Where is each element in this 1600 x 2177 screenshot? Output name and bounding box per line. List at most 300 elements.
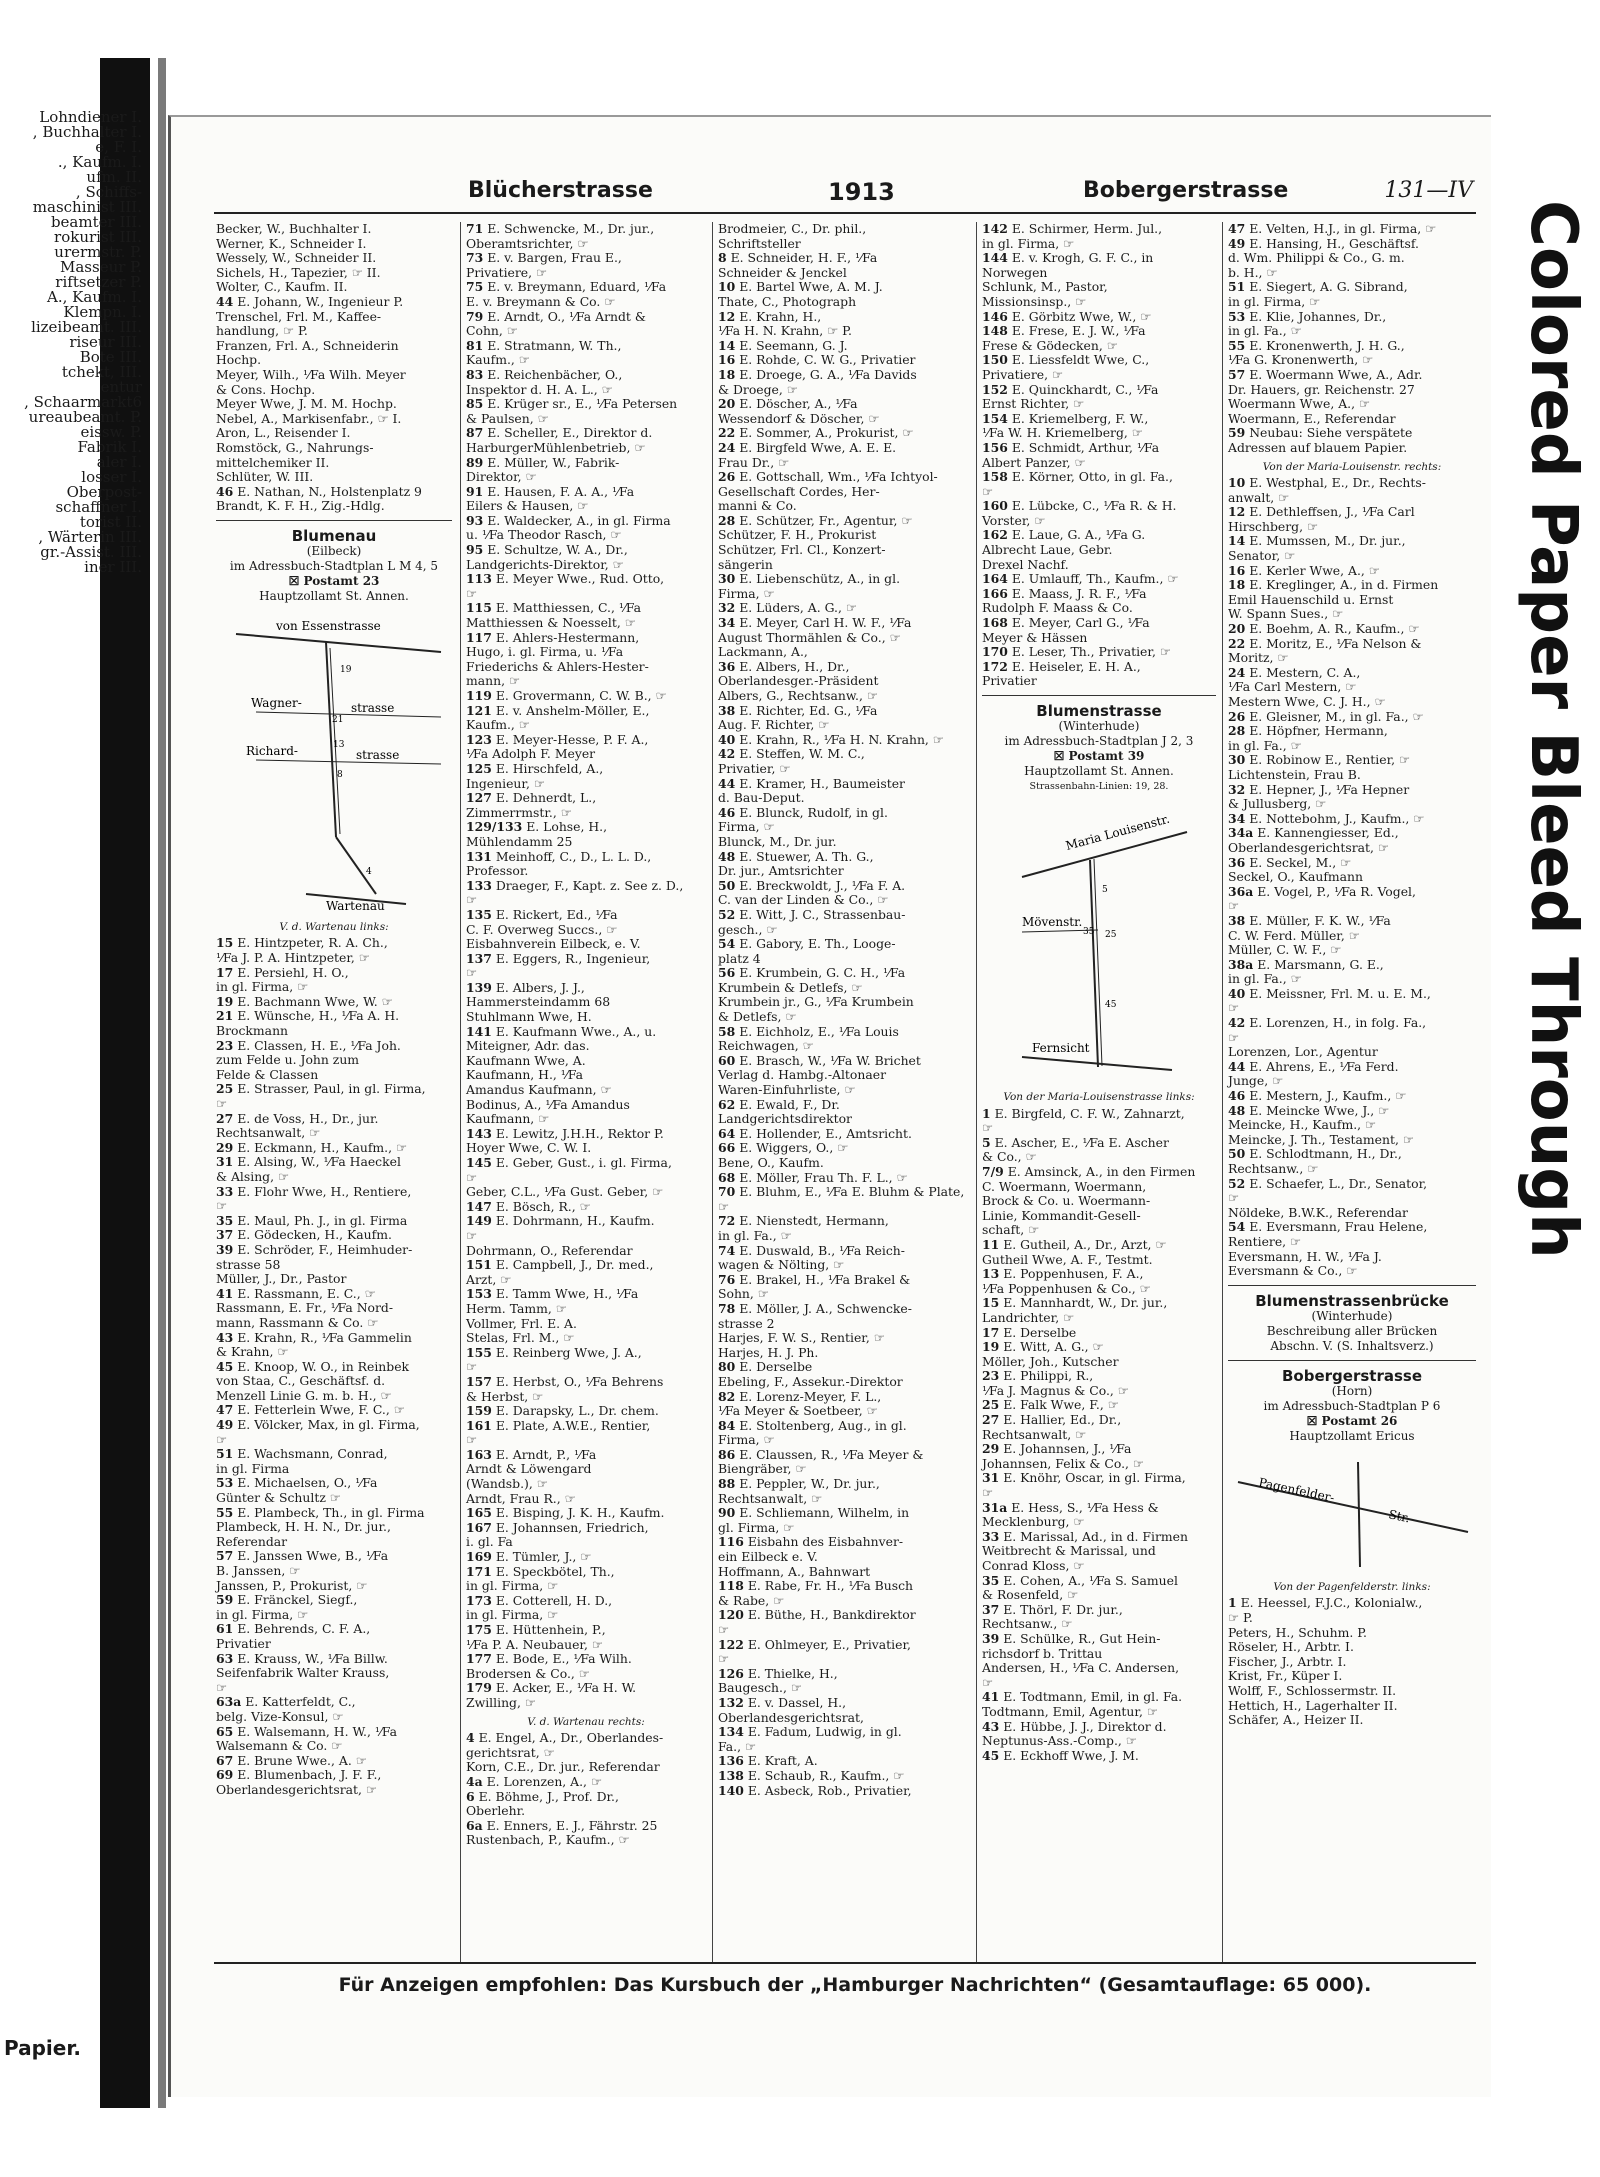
- directory-entry: [982, 1501, 1216, 1516]
- house-number: 179: [466, 1680, 492, 1696]
- directory-entry: [216, 266, 452, 281]
- house-number: 164: [982, 571, 1008, 587]
- entry-text: Günter & Schultz ☞: [216, 1490, 341, 1506]
- directory-entry: [1228, 1089, 1476, 1104]
- directory-entry: [466, 616, 706, 631]
- directory-entry: [718, 485, 970, 500]
- directory-entry: [466, 266, 706, 281]
- entry-text: E. Seckel, M., ☞: [1249, 854, 1352, 870]
- directory-entry: [1228, 768, 1476, 783]
- left-page-line: riseur III.: [69, 333, 142, 351]
- directory-entry: [466, 1565, 706, 1580]
- directory-entry: [982, 397, 1216, 412]
- entry-text: E. Ewald, F., Dr.: [739, 1096, 840, 1112]
- map-svg: [982, 802, 1216, 1082]
- entry-text: HarburgerMühlenbetrieb, ☞: [466, 439, 646, 455]
- directory-entry: [216, 1243, 452, 1258]
- entry-text: E. Breckwoldt, J., ⅟Fa F. A.: [739, 877, 906, 893]
- left-page-line: , Schaarmarkt6: [24, 393, 142, 411]
- section-postamt: ☒ Postamt 23: [288, 573, 380, 588]
- entry-text: ⅟Fa W. H. Kriemelberg, ☞: [982, 425, 1143, 441]
- house-number: 129/133: [466, 819, 523, 835]
- directory-entry: [466, 1375, 706, 1390]
- entry-text: E. Gottschall, Wm., ⅟Fa Ichtyol-: [739, 469, 938, 485]
- entry-text: Neubau: Siehe verspätete: [1249, 425, 1413, 441]
- entry-text: Thate, C., Photograph: [718, 293, 857, 309]
- house-number: 86: [718, 1446, 736, 1462]
- house-number: 24: [1228, 664, 1246, 680]
- entry-text: sängerin: [718, 556, 773, 572]
- directory-entry: [466, 441, 706, 456]
- house-number: 46: [718, 804, 736, 820]
- directory-entry: [1228, 295, 1476, 310]
- column-1: [216, 222, 452, 1962]
- directory-entry: [466, 1390, 706, 1405]
- entry-text: Oberlandesgerichtsrat,: [718, 1709, 864, 1725]
- entry-text: E. Meyer-Hesse, P. F. A.,: [495, 731, 649, 747]
- entry-text: Korn, C.E., Dr. jur., Referendar: [466, 1759, 660, 1775]
- entry-text: Cohn, ☞: [466, 323, 518, 339]
- entry-text: E. Klie, Johannes, Dr.,: [1249, 308, 1387, 324]
- entry-text: ☞: [1228, 1190, 1240, 1206]
- house-number: 44: [1228, 1058, 1246, 1074]
- subsection-label: V. d. Wartenau rechts:: [527, 1715, 645, 1728]
- entry-text: E. Woermann Wwe, A., Adr.: [1249, 366, 1423, 382]
- directory-entry: [1228, 520, 1476, 535]
- directory-entry: [466, 558, 706, 573]
- directory-entry: [216, 1622, 452, 1637]
- entry-text: Woermann, E., Referendar: [1228, 410, 1396, 426]
- entry-text: Eisbahn des Eisbahnver-: [747, 1534, 904, 1550]
- entry-text: E. Derselbe: [739, 1359, 813, 1375]
- directory-entry: [466, 339, 706, 354]
- house-number: 153: [466, 1286, 492, 1302]
- house-number: 50: [718, 877, 736, 893]
- house-number: 8: [718, 250, 727, 266]
- directory-entry: [982, 1661, 1216, 1676]
- section-postamt: ☒ Postamt 26: [1306, 1413, 1398, 1428]
- entry-text: E. Eckmann, H., Kaufm., ☞: [237, 1139, 408, 1155]
- directory-entry: [982, 1180, 1216, 1195]
- entry-text: Eversmann, H. W., ⅟Fa J.: [1228, 1248, 1382, 1264]
- directory-entry: [466, 1790, 706, 1805]
- entry-text: Lorenzen, Lor., Agentur: [1228, 1044, 1378, 1060]
- entry-text: E. Krahn, R., ⅟Fa H. N. Krahn, ☞: [739, 731, 944, 747]
- entry-text: E. Schultze, W. A., Dr.,: [487, 542, 628, 558]
- house-number: 44: [718, 775, 736, 791]
- entry-text: Hirschberg, ☞: [1228, 518, 1319, 534]
- directory-entry: [466, 820, 706, 835]
- entry-text: E. Speckbötel, Th.,: [495, 1563, 615, 1579]
- entry-text: E. Cotterell, H. D.,: [495, 1592, 613, 1608]
- directory-entry: [982, 1676, 1216, 1691]
- entries-list-2: [1228, 476, 1476, 1279]
- entries-bottom: [216, 936, 452, 1797]
- entry-text: Draeger, F., Kapt. z. See z. D.,: [495, 877, 684, 893]
- entry-text: Janssen, P., Prokurist, ☞: [216, 1577, 368, 1593]
- map-label-street: strasse: [351, 700, 395, 715]
- entry-text: E. Heiseler, E. H. A.,: [1011, 658, 1141, 674]
- directory-entry: [466, 251, 706, 266]
- entry-text: E. Maass, J. R. F., ⅟Fa: [1011, 585, 1147, 601]
- directory-entry: [718, 1302, 970, 1317]
- house-number: 49: [216, 1417, 234, 1433]
- directory-entry: [718, 689, 970, 704]
- house-number: 155: [466, 1344, 492, 1360]
- entry-text: E. Richter, Ed. G., ⅟Fa: [739, 702, 878, 718]
- entry-text: Rassmann, E. Fr., ⅟Fa Nord-: [216, 1300, 394, 1316]
- entry-text: Albrecht Laue, Gebr.: [982, 542, 1113, 558]
- entry-text: in gl. Firma, ☞: [216, 1606, 309, 1622]
- directory-entry: [216, 1739, 452, 1754]
- directory-entry: [466, 1127, 706, 1142]
- entry-text: Hochp.: [216, 352, 262, 368]
- directory-entry: [1228, 972, 1476, 987]
- directory-entry: [1228, 491, 1476, 506]
- entry-text: E. Kreglinger, A., in d. Firmen: [1249, 577, 1439, 593]
- house-number: 144: [982, 250, 1008, 266]
- directory-entry: [1228, 1191, 1476, 1206]
- entry-text: in gl. Firma, ☞: [216, 979, 309, 995]
- house-number: 177: [466, 1651, 492, 1667]
- house-number: 46: [216, 483, 234, 499]
- directory-entry: [466, 1083, 706, 1098]
- entry-text: C. van der Linden & Co., ☞: [718, 892, 889, 908]
- entry-text: strasse 2: [718, 1315, 775, 1331]
- directory-entry: [718, 1696, 970, 1711]
- directory-entry: [1228, 1133, 1476, 1148]
- entry-text: E. Nottebohm, J., Kaufm., ☞: [1249, 810, 1425, 826]
- house-number: 126: [718, 1665, 744, 1681]
- directory-entry: [1228, 1596, 1476, 1611]
- directory-entry: [718, 1068, 970, 1083]
- directory-entry: [466, 1141, 706, 1156]
- entry-text: W. Spann Sues., ☞: [1228, 606, 1344, 622]
- house-number: 25: [982, 1397, 1000, 1413]
- directory-entry: [982, 266, 1216, 281]
- house-number: 85: [466, 396, 484, 412]
- entry-text: Professor.: [466, 863, 529, 879]
- directory-entry: [982, 528, 1216, 543]
- entry-text: E. Darapsky, L., Dr. chem.: [495, 1403, 659, 1419]
- house-number: 29: [216, 1139, 234, 1155]
- entry-text: Schäfer, A., Heizer II.: [1228, 1712, 1364, 1728]
- entry-text: E. Albers, H., Dr.,: [739, 658, 850, 674]
- directory-entry: [216, 412, 452, 427]
- directory-entry: [466, 850, 706, 865]
- entry-text: Adressen auf blauem Papier.: [1228, 439, 1408, 455]
- entry-text: Meyer & Hässen: [982, 629, 1088, 645]
- directory-entry: [216, 1112, 452, 1127]
- directory-entry: [466, 1594, 706, 1609]
- entry-text: E. Kramer, H., Baumeister: [739, 775, 905, 791]
- directory-entry: [216, 1652, 452, 1667]
- map-label-street: Mövenstr.: [1022, 915, 1083, 929]
- entry-text: E. Knoop, W. O., in Reinbek: [237, 1358, 410, 1374]
- directory-entry: [1228, 593, 1476, 608]
- entry-text: Krumbein jr., G., ⅟Fa Krumbein: [718, 994, 914, 1010]
- entry-text: E. Tamm Wwe, H., ⅟Fa: [495, 1286, 639, 1302]
- house-number: 120: [718, 1607, 744, 1623]
- entry-text: ⅟Fa H. N. Krahn, ☞ P.: [718, 323, 852, 339]
- section-line: im Adressbuch-Stadtplan J 2, 3: [1004, 734, 1194, 748]
- directory-entry: [1228, 1684, 1476, 1699]
- house-number: 34a: [1228, 825, 1254, 841]
- entry-text: ☞: [466, 1227, 478, 1243]
- directory-entry: [718, 1711, 970, 1726]
- entry-text: Waren-Einfuhrliste, ☞: [718, 1082, 856, 1098]
- directory-entry: [982, 237, 1216, 252]
- directory-entry: [466, 485, 706, 500]
- entry-text: Herm. Tamm, ☞: [466, 1300, 567, 1316]
- directory-entry: [718, 1010, 970, 1025]
- left-page-line: torist II.: [79, 513, 142, 531]
- column-5: [1228, 222, 1476, 1962]
- house-number: 166: [982, 585, 1008, 601]
- entry-text: E. Schülke, R., Gut Hein-: [1003, 1630, 1161, 1646]
- directory-entry: [216, 1009, 452, 1024]
- house-number: 156: [982, 439, 1008, 455]
- directory-entry: [216, 1608, 452, 1623]
- column-rule: [460, 222, 461, 1962]
- house-number: 22: [1228, 635, 1246, 651]
- directory-entry: [718, 1462, 970, 1477]
- entry-text: Miteigner, Adr. das.: [466, 1038, 590, 1054]
- house-number: 88: [718, 1476, 736, 1492]
- directory-entry: [718, 1258, 970, 1273]
- column-4: [982, 222, 1216, 1962]
- entry-text: Mestern Wwe, C. J. H., ☞: [1228, 694, 1386, 709]
- directory-entry: [982, 251, 1216, 266]
- house-number: 55: [216, 1504, 234, 1520]
- house-number: 51: [216, 1446, 234, 1462]
- entries-list-2: [982, 1107, 1216, 1764]
- map-house-number: 35: [1083, 927, 1095, 937]
- left-page-line: Lohndiener I.: [39, 108, 142, 126]
- directory-entry: [982, 295, 1216, 310]
- entry-text: E. Wachsmann, Conrad,: [237, 1446, 388, 1462]
- directory-entry: [982, 1690, 1216, 1705]
- directory-entry: [718, 222, 970, 237]
- house-number: 131: [466, 848, 492, 864]
- section-postamt: ☒ Postamt 39: [1053, 749, 1145, 763]
- directory-entry: [1228, 280, 1476, 295]
- directory-entry: [466, 879, 706, 894]
- entry-text: Hugo, i. gl. Firma, u. ⅟Fa: [466, 644, 624, 660]
- entry-text: E. Gutheil, A., Dr., Arzt, ☞: [1003, 1236, 1167, 1252]
- directory-entry: [466, 543, 706, 558]
- directory-entry: [216, 1155, 452, 1170]
- directory-entry: [466, 1244, 706, 1259]
- entry-text: Todtmann, Emil, Agentur, ☞: [982, 1703, 1158, 1719]
- house-number: 162: [982, 527, 1008, 543]
- entry-text: ☞: [466, 892, 478, 908]
- directory-entry: [1228, 237, 1476, 252]
- house-number: 37: [216, 1227, 234, 1243]
- directory-entry: [718, 558, 970, 573]
- directory-entry: [718, 295, 970, 310]
- directory-entry: [466, 1360, 706, 1375]
- directory-entry: [466, 777, 706, 792]
- directory-entry: [1228, 680, 1476, 695]
- entry-text: E. Matthiessen, C., ⅟Fa: [495, 600, 641, 616]
- entry-text: Rudolph F. Maass & Co.: [982, 600, 1133, 616]
- directory-entry: [1228, 622, 1476, 637]
- directory-entry: [216, 1506, 452, 1521]
- section-line: Beschreibung aller Brücken: [1266, 1323, 1438, 1338]
- directory-entry: [718, 368, 970, 383]
- entry-text: Vorster, ☞: [982, 512, 1046, 528]
- directory-entry: [982, 1442, 1216, 1457]
- directory-entry: [718, 835, 970, 850]
- house-number: 159: [466, 1403, 492, 1419]
- left-page-line: aler I.: [96, 453, 142, 471]
- directory-entry: [466, 1010, 706, 1025]
- color-strip-text: Colored Paper Bleed Through: [1516, 200, 1590, 1259]
- house-number: 38: [1228, 912, 1246, 928]
- entry-text: anwalt, ☞: [1228, 489, 1290, 505]
- directory-entry: [466, 1025, 706, 1040]
- street-map-blumenau: [216, 612, 452, 912]
- directory-entry: [466, 324, 706, 339]
- directory-entry: [466, 689, 706, 704]
- entry-text: Ernst Richter, ☞: [982, 396, 1085, 412]
- directory-entry: [216, 1389, 452, 1404]
- entry-text: Aug. F. Richter, ☞: [718, 717, 830, 733]
- house-number: 163: [466, 1446, 492, 1462]
- entry-text: E. Hirschfeld, A.,: [495, 760, 604, 776]
- directory-entry: [466, 1229, 706, 1244]
- entry-text: ⅟Fa J. Magnus & Co., ☞: [982, 1382, 1129, 1398]
- directory-entry: [216, 383, 452, 398]
- entry-text: E. v. Breymann & Co. ☞: [466, 293, 616, 309]
- directory-entry: [216, 237, 452, 252]
- directory-entry: [466, 1068, 706, 1083]
- entry-text: E. Tümler, J., ☞: [495, 1549, 592, 1565]
- entry-text: E. Peppler, W., Dr. jur.,: [739, 1476, 880, 1492]
- directory-entry: [466, 631, 706, 646]
- entry-text: Rechtsanwalt, ☞: [982, 1426, 1087, 1442]
- directory-entry: [718, 1754, 970, 1769]
- house-number: 72: [718, 1213, 736, 1229]
- entries-list: [1228, 222, 1476, 456]
- entry-text: E. Michaelsen, O., ⅟Fa: [237, 1475, 378, 1491]
- entry-text: Hammersteindamm 68: [466, 994, 611, 1010]
- house-number: 49: [1228, 235, 1246, 251]
- map-house-number: 25: [1105, 930, 1117, 940]
- entry-text: Oberlandesger.-Präsident: [718, 673, 879, 689]
- subsection-label: Von der Maria-Louisenstr. rechts:: [1262, 460, 1442, 473]
- directory-entry: [216, 1126, 452, 1141]
- directory-entry: [718, 1185, 970, 1200]
- entry-text: E. Maul, Ph. J., in gl. Firma: [237, 1212, 408, 1228]
- header-left-street: Blücherstrasse: [468, 178, 653, 203]
- directory-entry: [216, 441, 452, 456]
- directory-entry: [718, 631, 970, 646]
- entry-text: E. Reichenbächer, O.,: [487, 366, 623, 382]
- house-number: 22: [718, 425, 736, 441]
- entry-text: Dr. jur., Amtsrichter: [718, 863, 844, 879]
- entry-text: E. Meyer Wwe., Rud. Otto,: [495, 571, 665, 587]
- entry-text: ☞: [1228, 1029, 1240, 1045]
- directory-entry: [1228, 812, 1476, 827]
- entry-text: E. Boehm, A. R., Kaufm., ☞: [1249, 621, 1420, 637]
- directory-entry: [718, 1419, 970, 1434]
- house-number: 146: [982, 308, 1008, 324]
- directory-entry: [718, 251, 970, 266]
- directory-entry: [216, 1491, 452, 1506]
- left-page-line: beamter III.: [50, 213, 142, 231]
- entry-text: E. Vogel, P., ⅟Fa R. Vogel,: [1257, 883, 1416, 899]
- directory-entry: [1228, 637, 1476, 652]
- directory-entry: [216, 1520, 452, 1535]
- directory-entry: [982, 1238, 1216, 1253]
- house-number: 52: [718, 906, 736, 922]
- entry-text: E. Schaefer, L., Dr., Senator,: [1249, 1175, 1428, 1191]
- entry-text: & Detlefs, ☞: [718, 1009, 797, 1025]
- entry-text: Seckel, O., Kaufmann: [1228, 869, 1363, 885]
- house-number: 78: [718, 1300, 736, 1316]
- directory-entry: [982, 587, 1216, 602]
- left-page-line: schaffner I.: [55, 498, 142, 516]
- house-number: 74: [718, 1242, 736, 1258]
- directory-entry: [718, 923, 970, 938]
- directory-entry: [216, 1374, 452, 1389]
- section-blumenstrassenbruecke: [1228, 1285, 1476, 1354]
- directory-entry: [466, 660, 706, 675]
- header-rule: [214, 212, 1476, 214]
- house-number: 119: [466, 688, 492, 703]
- house-number: 82: [718, 1388, 736, 1404]
- entry-text: Direktor, ☞: [466, 469, 537, 485]
- entry-text: E. Alsing, W., ⅟Fa Haeckel: [237, 1154, 401, 1170]
- directory-entry: [466, 1214, 706, 1229]
- entry-text: Krumbein & Detlefs, ☞: [718, 979, 863, 995]
- directory-entry: [466, 923, 706, 938]
- directory-entry: [982, 660, 1216, 675]
- directory-entry: [718, 601, 970, 616]
- directory-entry: [718, 470, 970, 485]
- directory-entry: [718, 1083, 970, 1098]
- house-number: 40: [718, 731, 736, 747]
- directory-entry: [982, 558, 1216, 573]
- directory-entry: [718, 1244, 970, 1259]
- header-page-number: 131—IV: [1384, 178, 1473, 203]
- entry-text: August Thormählen & Co., ☞: [718, 629, 901, 645]
- entry-text: in gl. Firma, ☞: [1228, 293, 1321, 309]
- section-tram-lines: Strassenbahn-Linien: 19, 28.: [1029, 781, 1169, 792]
- entry-text: E. Körner, Otto, in gl. Fa.,: [1011, 469, 1173, 485]
- entry-text: Franzen, Frl. A., Schneiderin: [216, 337, 399, 353]
- house-number: 4: [466, 1730, 475, 1746]
- entry-text: E. Gödecken, H., Kaufm.: [237, 1227, 392, 1243]
- directory-entry: [1228, 324, 1476, 339]
- entry-text: gerichtsrat, ☞: [466, 1744, 555, 1760]
- directory-entry: [216, 951, 452, 966]
- entry-text: Rustenbach, P., Kaufm., ☞: [466, 1832, 630, 1848]
- entry-text: (Wandsb.), ☞: [466, 1476, 548, 1492]
- house-number: 87: [466, 425, 484, 441]
- entry-text: Geber, C.L., ⅟Fa Gust. Geber, ☞: [466, 1184, 664, 1200]
- house-number: 31: [982, 1470, 1000, 1486]
- entry-text: E. Kriemelberg, F. W.,: [1011, 410, 1149, 426]
- house-number: 54: [1228, 1219, 1246, 1235]
- directory-entry: [982, 499, 1216, 514]
- house-number: 21: [216, 1008, 234, 1024]
- entry-text: E. Johannsen, Friedrich,: [495, 1519, 649, 1535]
- entry-text: E. Hansing, H., Geschäftsf.: [1249, 235, 1419, 251]
- directory-entry: [466, 718, 706, 733]
